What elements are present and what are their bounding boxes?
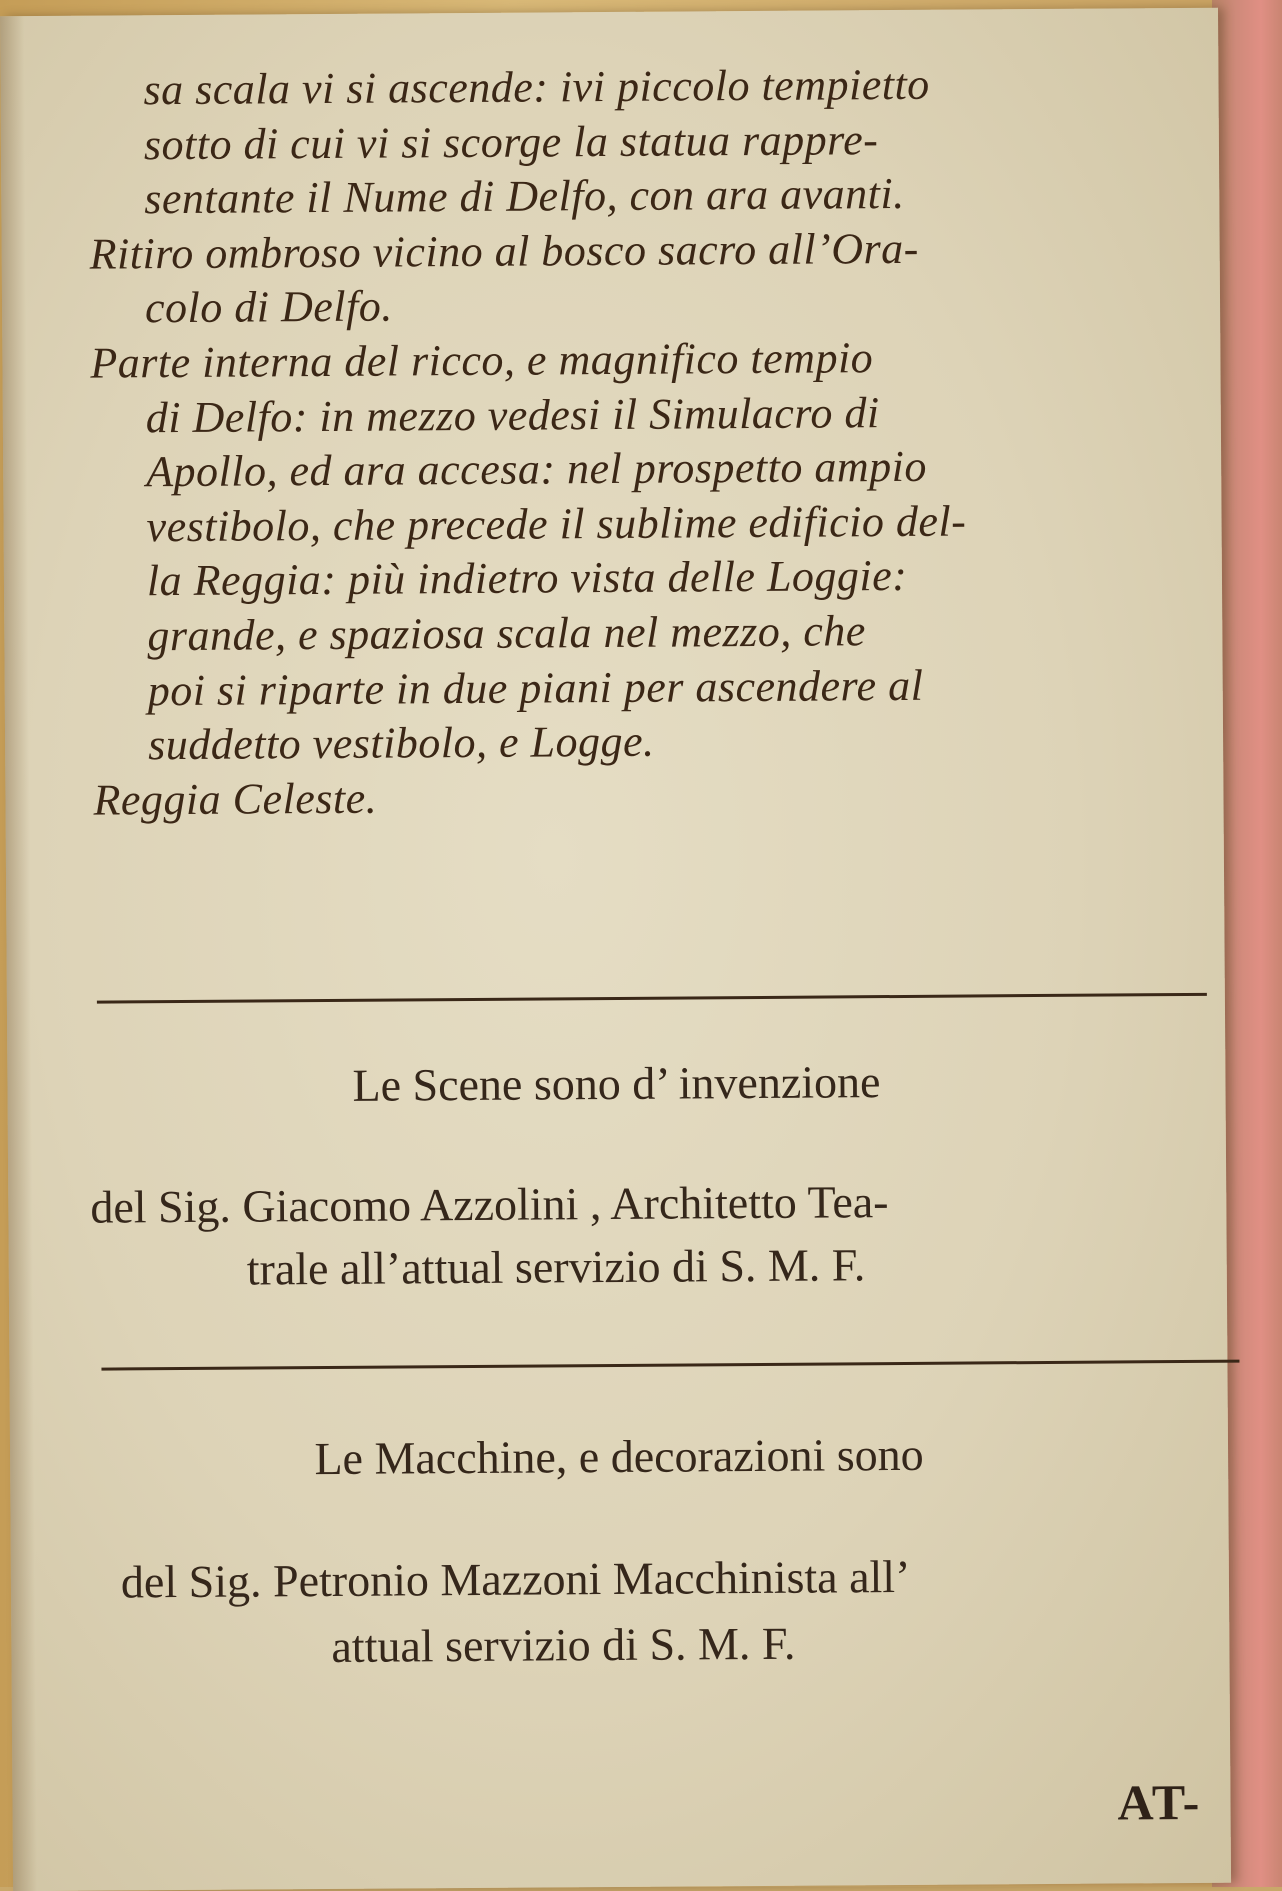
machine-credit-heading: Le Macchine, e decorazioni sono	[314, 1428, 924, 1485]
scene-credit-line: trale all’attual servizio di S. M. F.	[246, 1239, 866, 1295]
text-line: Parte interna del ricco, e magnifico tempio	[90, 333, 874, 388]
book-page	[0, 8, 1231, 1891]
text-line: di Delfo: in mezzo vedesi il Simulacro di	[145, 387, 880, 442]
text-line: vestibolo, che precede il sublime edificio del-	[146, 496, 967, 551]
catchword: AT-	[1117, 1773, 1202, 1831]
machine-credit-line: attual servizio di S. M. F.	[331, 1617, 796, 1672]
text-line: Apollo, ed ara accesa: nel prospetto ampio	[146, 441, 928, 497]
text-line: Reggia Celeste.	[93, 773, 378, 825]
text-line: grande, e spaziosa scala nel mezzo, che	[147, 606, 867, 661]
text-line: sentante il Nume di Delfo, con ara avanti.	[144, 169, 905, 224]
text-line: sa scala vi si ascende: ivi piccolo tempietto	[143, 59, 930, 115]
scene-credit-heading: Le Scene sono d’ invenzione	[352, 1056, 881, 1111]
scene-credit-line: del Sig. Giacomo Azzolini , Architetto Tea-	[90, 1176, 889, 1233]
machine-credit-line: del Sig. Petronio Mazzoni Macchinista all’	[120, 1550, 911, 1608]
text-line: Ritiro ombroso vicino al bosco sacro all’Ora-	[89, 223, 919, 279]
text-line: suddetto vestibolo, e Logge.	[147, 716, 655, 770]
text-line: la Reggia: più indietro vista delle Loggie:	[146, 551, 908, 606]
text-line: sotto di cui vi si scorge la statua rappre-	[143, 114, 879, 169]
text-line: poi si riparte in due piani per ascendere al	[147, 660, 924, 715]
divider-rule	[97, 993, 1207, 1004]
divider-rule	[101, 1360, 1239, 1371]
scene-description-text	[88, 56, 1213, 828]
text-line: colo di Delfo.	[144, 281, 393, 333]
